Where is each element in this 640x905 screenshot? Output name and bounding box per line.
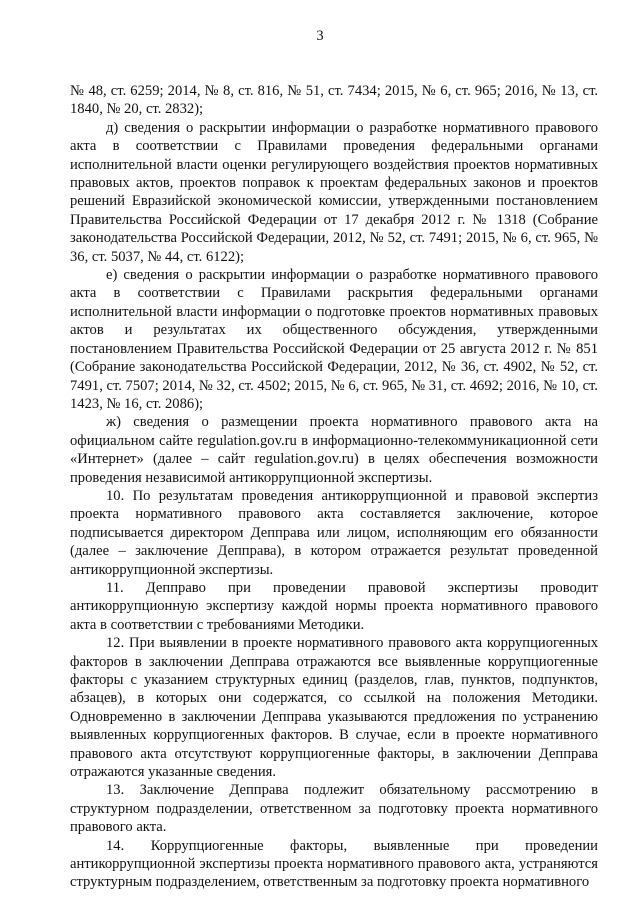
paragraph-clause-13: 13. Заключение Депправа подлежит обязательному рассмотрению в структурном подразделении, ответственном за подготовку проекта нормативного правового акта. <box>70 782 598 836</box>
paragraph-clause-12: 12. При выявлении в проекте нормативного правового акта коррупциогенных факторов в заключении Депправа отражаются все выявленные коррупциогенные факторы с указанием структурных единиц (разделов, глав, пунктов, подпунктов, абзацев), в которых они содержатся, со ссылкой на положения Методики. Одновременно в заключении Депправа указываются предложения по устранению выявленных коррупциогенных факторов. В случае, если в проекте нормативного правового акта отсутствуют коррупциогенные факторы, в заключении Депправа отражаются указанные сведения. <box>70 635 598 781</box>
document-body <box>70 82 598 892</box>
paragraph-item-zh: ж) сведения о размещении проекта нормативного правового акта на официальном сайте regulation.gov.ru в информационно-телекоммуникационной сети «Интернет» (далее – сайт regulation.gov.ru) в целях обеспечения возможности проведения независимой антикоррупционной экспертизы. <box>70 414 598 486</box>
paragraph-citation-continuation: № 48, ст. 6259; 2014, № 8, ст. 816, № 51, ст. 7434; 2015, № 6, ст. 965; 2016, № 13, ст. 1840, № 20, ст. 2832); <box>70 83 598 118</box>
paragraph-clause-14: 14. Коррупциогенные факторы, выявленные при проведении антикоррупционной экспертизы проекта нормативного правового акта, устраняются структурным подразделением, ответственным за подготовку проекта нормативного <box>70 837 598 891</box>
paragraph-item-d: д) сведения о раскрытии информации о разработке нормативного правового акта в соответствии с Правилами проведения федеральными органами исполнительной власти оценки регулирующего воздействия проектов нормативных правовых актов, проектов поправок к проектам федеральных законов и проектов решений Евразийской экономической комиссии, утвержденными постановлением Правительства Российской Федерации от 17 декабря 2012 г. № 1318 (Собрание законодательства Российской Федерации, 2012, № 52, ст. 7491; 2015, № 6, ст. 965, № 36, ст. 5037, № 44, ст. 6122); <box>70 119 598 265</box>
paragraph-item-e: е) сведения о раскрытии информации о разработке нормативного правового акта в соответствии с Правилами раскрытия федеральными органами исполнительной власти информации о подготовке проектов нормативных правовых актов и результатах их общественного обсуждения, утвержденными постановлением Правительства Российской Федерации от 25 августа 2012 г. № 851 (Собрание законодательства Российской Федерации, 2012, № 36, ст. 4902, № 52, ст. 7491, ст. 7507; 2014, № 32, ст. 4502; 2015, № 6, ст. 965, № 31, ст. 4692; 2016, № 10, ст. 1423, № 16, ст. 2086); <box>70 267 598 412</box>
page-number: 3 <box>316 28 324 44</box>
paragraph-clause-10: 10. По результатам проведения антикоррупционной и правовой экспертиз проекта нормативного правового акта составляется заключение, которое подписывается директором Депправа или лицом, исполняющим его обязанности (далее – заключение Депправа), в котором отражается результат проведенной антикоррупционной экспертизы. <box>70 487 598 578</box>
paragraph-clause-11: 11. Депправо при проведении правовой экспертизы проводит антикоррупционную экспертизу каждой нормы проекта нормативного правового акта в соответствии с требованиями Методики. <box>70 579 598 633</box>
